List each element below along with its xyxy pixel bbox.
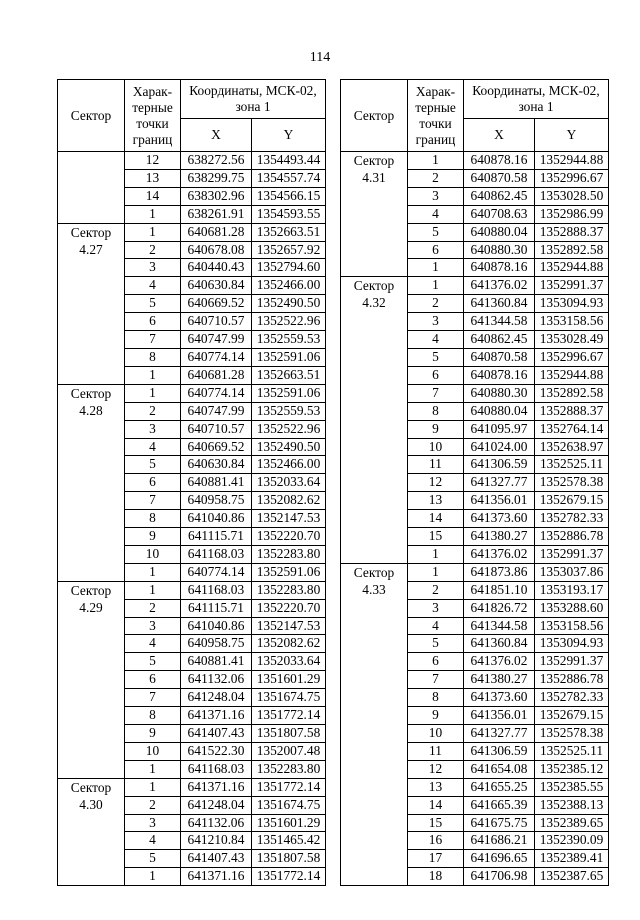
x-coordinate: 640880.30 — [464, 384, 535, 402]
x-coordinate: 640881.41 — [181, 474, 252, 492]
y-coordinate: 1352679.15 — [535, 707, 609, 725]
x-coordinate: 640669.52 — [181, 295, 252, 313]
point-number: 1 — [408, 152, 464, 170]
y-coordinate: 1352389.41 — [535, 850, 609, 868]
header-points: Харак-терные точки границ — [408, 80, 464, 152]
y-coordinate: 1352886.78 — [535, 528, 609, 546]
header-sector: Сектор — [58, 80, 125, 152]
y-coordinate: 1352522.96 — [252, 313, 326, 331]
x-coordinate: 641115.71 — [181, 599, 252, 617]
point-number: 8 — [125, 348, 181, 366]
x-coordinate: 640862.45 — [464, 187, 535, 205]
point-number: 7 — [125, 492, 181, 510]
point-number: 8 — [408, 689, 464, 707]
y-coordinate: 1352991.37 — [535, 653, 609, 671]
y-coordinate: 1352663.51 — [252, 366, 326, 384]
point-number: 15 — [408, 814, 464, 832]
x-coordinate: 641376.02 — [464, 545, 535, 563]
y-coordinate: 1352886.78 — [535, 671, 609, 689]
y-coordinate: 1351807.58 — [252, 850, 326, 868]
x-coordinate: 638299.75 — [181, 169, 252, 187]
point-number: 6 — [408, 653, 464, 671]
y-coordinate: 1352991.37 — [535, 277, 609, 295]
point-number: 4 — [125, 635, 181, 653]
table-row — [58, 778, 326, 796]
x-coordinate: 641356.01 — [464, 492, 535, 510]
header-coordinates: Координаты, МСК-02, зона 1 — [181, 80, 326, 119]
point-number: 3 — [125, 259, 181, 277]
y-coordinate: 1352283.80 — [252, 760, 326, 778]
point-number: 6 — [125, 474, 181, 492]
y-coordinate: 1352283.80 — [252, 545, 326, 563]
point-number: 2 — [408, 295, 464, 313]
x-coordinate: 638302.96 — [181, 187, 252, 205]
y-coordinate: 1351772.14 — [252, 707, 326, 725]
header-sector: Сектор — [341, 80, 408, 152]
x-coordinate: 641706.98 — [464, 868, 535, 886]
x-coordinate: 641665.39 — [464, 796, 535, 814]
y-coordinate: 1351772.14 — [252, 778, 326, 796]
x-coordinate: 640880.04 — [464, 223, 535, 241]
point-number: 1 — [125, 563, 181, 581]
x-coordinate: 640880.04 — [464, 402, 535, 420]
x-coordinate: 641380.27 — [464, 671, 535, 689]
x-coordinate: 640880.30 — [464, 241, 535, 259]
y-coordinate: 1352220.70 — [252, 599, 326, 617]
point-number: 3 — [125, 814, 181, 832]
point-number: 7 — [125, 331, 181, 349]
point-number: 1 — [408, 259, 464, 277]
point-number: 2 — [125, 241, 181, 259]
y-coordinate: 1354557.74 — [252, 169, 326, 187]
point-number: 10 — [125, 545, 181, 563]
point-number: 5 — [125, 850, 181, 868]
y-coordinate: 1353288.60 — [535, 599, 609, 617]
x-coordinate: 641306.59 — [464, 742, 535, 760]
point-number: 10 — [408, 725, 464, 743]
y-coordinate: 1352794.60 — [252, 259, 326, 277]
header-y: Y — [252, 119, 326, 152]
point-number: 1 — [408, 545, 464, 563]
y-coordinate: 1353094.93 — [535, 635, 609, 653]
sector-name: Сектор 4.31 — [341, 152, 408, 277]
x-coordinate: 641306.59 — [464, 456, 535, 474]
point-number: 4 — [125, 277, 181, 295]
x-coordinate: 641873.86 — [464, 563, 535, 581]
point-number: 8 — [408, 402, 464, 420]
point-number: 9 — [408, 420, 464, 438]
y-coordinate: 1352522.96 — [252, 420, 326, 438]
x-coordinate: 640708.63 — [464, 205, 535, 223]
point-number: 2 — [125, 599, 181, 617]
point-number: 5 — [125, 456, 181, 474]
x-coordinate: 641376.02 — [464, 653, 535, 671]
point-number: 5 — [408, 635, 464, 653]
x-coordinate: 641654.08 — [464, 760, 535, 778]
point-number: 4 — [125, 438, 181, 456]
point-number: 1 — [125, 581, 181, 599]
y-coordinate: 1351601.29 — [252, 671, 326, 689]
y-coordinate: 1352888.37 — [535, 402, 609, 420]
y-coordinate: 1352385.12 — [535, 760, 609, 778]
y-coordinate: 1352466.00 — [252, 456, 326, 474]
x-coordinate: 640747.99 — [181, 331, 252, 349]
y-coordinate: 1352657.92 — [252, 241, 326, 259]
x-coordinate: 641851.10 — [464, 581, 535, 599]
y-coordinate: 1352944.88 — [535, 152, 609, 170]
point-number: 2 — [408, 581, 464, 599]
sector-name: Сектор 4.30 — [58, 778, 125, 885]
table-row — [341, 152, 609, 170]
point-number: 3 — [408, 599, 464, 617]
x-coordinate: 641132.06 — [181, 671, 252, 689]
x-coordinate: 641168.03 — [181, 545, 252, 563]
x-coordinate: 641696.65 — [464, 850, 535, 868]
y-coordinate: 1352388.13 — [535, 796, 609, 814]
x-coordinate: 641248.04 — [181, 689, 252, 707]
point-number: 5 — [408, 223, 464, 241]
y-coordinate: 1352033.64 — [252, 653, 326, 671]
y-coordinate: 1352490.50 — [252, 438, 326, 456]
x-coordinate: 641371.16 — [181, 707, 252, 725]
y-coordinate: 1352591.06 — [252, 348, 326, 366]
y-coordinate: 1352892.58 — [535, 384, 609, 402]
x-coordinate: 641344.58 — [464, 313, 535, 331]
y-coordinate: 1353028.49 — [535, 331, 609, 349]
x-coordinate: 641040.86 — [181, 510, 252, 528]
point-number: 11 — [408, 742, 464, 760]
x-coordinate: 641210.84 — [181, 832, 252, 850]
header-x: X — [464, 119, 535, 152]
point-number: 2 — [408, 169, 464, 187]
x-coordinate: 641360.84 — [464, 295, 535, 313]
y-coordinate: 1352525.11 — [535, 742, 609, 760]
y-coordinate: 1352996.67 — [535, 169, 609, 187]
x-coordinate: 641826.72 — [464, 599, 535, 617]
sector-name: Сектор 4.28 — [58, 384, 125, 581]
x-coordinate: 640710.57 — [181, 313, 252, 331]
y-coordinate: 1352782.33 — [535, 510, 609, 528]
point-number: 4 — [408, 331, 464, 349]
x-coordinate: 641248.04 — [181, 796, 252, 814]
x-coordinate: 641376.02 — [464, 277, 535, 295]
x-coordinate: 641344.58 — [464, 617, 535, 635]
point-number: 6 — [408, 241, 464, 259]
point-number: 7 — [408, 384, 464, 402]
y-coordinate: 1352389.65 — [535, 814, 609, 832]
x-coordinate: 640958.75 — [181, 635, 252, 653]
point-number: 2 — [125, 796, 181, 814]
table-row — [58, 152, 326, 170]
sector-name — [58, 152, 125, 224]
y-coordinate: 1353158.56 — [535, 313, 609, 331]
point-number: 18 — [408, 868, 464, 886]
x-coordinate: 641371.16 — [181, 868, 252, 886]
point-number: 13 — [408, 492, 464, 510]
header-y: Y — [535, 119, 609, 152]
y-coordinate: 1353037.86 — [535, 563, 609, 581]
point-number: 5 — [125, 295, 181, 313]
point-number: 9 — [125, 528, 181, 546]
point-number: 1 — [408, 277, 464, 295]
point-number: 12 — [125, 152, 181, 170]
y-coordinate: 1352387.65 — [535, 868, 609, 886]
y-coordinate: 1352525.11 — [535, 456, 609, 474]
point-number: 5 — [408, 348, 464, 366]
point-number: 1 — [125, 868, 181, 886]
y-coordinate: 1353158.56 — [535, 617, 609, 635]
x-coordinate: 641522.30 — [181, 742, 252, 760]
x-coordinate: 640878.16 — [464, 259, 535, 277]
table-body — [341, 152, 609, 886]
point-number: 4 — [125, 832, 181, 850]
sector-name: Сектор 4.33 — [341, 563, 408, 885]
y-coordinate: 1352991.37 — [535, 545, 609, 563]
x-coordinate: 638272.56 — [181, 152, 252, 170]
y-coordinate: 1352591.06 — [252, 384, 326, 402]
y-coordinate: 1352782.33 — [535, 689, 609, 707]
x-coordinate: 641373.60 — [464, 689, 535, 707]
point-number: 6 — [125, 313, 181, 331]
y-coordinate: 1352986.99 — [535, 205, 609, 223]
table-row — [341, 563, 609, 581]
y-coordinate: 1352007.48 — [252, 742, 326, 760]
y-coordinate: 1352764.14 — [535, 420, 609, 438]
x-coordinate: 641371.16 — [181, 778, 252, 796]
point-number: 15 — [408, 528, 464, 546]
x-coordinate: 638261.91 — [181, 205, 252, 223]
header-x: X — [181, 119, 252, 152]
x-coordinate: 641115.71 — [181, 528, 252, 546]
x-coordinate: 640870.58 — [464, 348, 535, 366]
x-coordinate: 641407.43 — [181, 725, 252, 743]
point-number: 4 — [408, 617, 464, 635]
point-number: 6 — [125, 671, 181, 689]
y-coordinate: 1351674.75 — [252, 689, 326, 707]
y-coordinate: 1351465.42 — [252, 832, 326, 850]
y-coordinate: 1354493.44 — [252, 152, 326, 170]
sector-name: Сектор 4.27 — [58, 223, 125, 384]
y-coordinate: 1352578.38 — [535, 725, 609, 743]
y-coordinate: 1351601.29 — [252, 814, 326, 832]
x-coordinate: 641360.84 — [464, 635, 535, 653]
x-coordinate: 641024.00 — [464, 438, 535, 456]
y-coordinate: 1354566.15 — [252, 187, 326, 205]
y-coordinate: 1352147.53 — [252, 510, 326, 528]
x-coordinate: 640878.16 — [464, 366, 535, 384]
x-coordinate: 640440.43 — [181, 259, 252, 277]
x-coordinate: 641168.03 — [181, 581, 252, 599]
x-coordinate: 640681.28 — [181, 366, 252, 384]
point-number: 5 — [125, 653, 181, 671]
point-number: 9 — [408, 707, 464, 725]
x-coordinate: 641095.97 — [464, 420, 535, 438]
y-coordinate: 1352490.50 — [252, 295, 326, 313]
x-coordinate: 640630.84 — [181, 277, 252, 295]
y-coordinate: 1352466.00 — [252, 277, 326, 295]
point-number: 1 — [125, 760, 181, 778]
header-coordinates: Координаты, МСК-02, зона 1 — [464, 80, 609, 119]
point-number: 17 — [408, 850, 464, 868]
table-row — [58, 223, 326, 241]
coordinates-table-left — [57, 79, 326, 886]
x-coordinate: 641356.01 — [464, 707, 535, 725]
point-number: 3 — [408, 187, 464, 205]
table-body — [58, 152, 326, 886]
point-number: 10 — [125, 742, 181, 760]
x-coordinate: 640870.58 — [464, 169, 535, 187]
x-coordinate: 640881.41 — [181, 653, 252, 671]
x-coordinate: 641168.03 — [181, 760, 252, 778]
page-number: 114 — [309, 50, 331, 65]
x-coordinate: 641686.21 — [464, 832, 535, 850]
y-coordinate: 1353028.50 — [535, 187, 609, 205]
y-coordinate: 1353193.17 — [535, 581, 609, 599]
table-row — [58, 384, 326, 402]
y-coordinate: 1352679.15 — [535, 492, 609, 510]
point-number: 11 — [408, 456, 464, 474]
y-coordinate: 1351674.75 — [252, 796, 326, 814]
x-coordinate: 641675.75 — [464, 814, 535, 832]
point-number: 6 — [408, 366, 464, 384]
point-number: 4 — [408, 205, 464, 223]
x-coordinate: 640747.99 — [181, 402, 252, 420]
point-number: 3 — [125, 420, 181, 438]
y-coordinate: 1351807.58 — [252, 725, 326, 743]
x-coordinate: 641380.27 — [464, 528, 535, 546]
point-number: 1 — [125, 384, 181, 402]
sector-name: Сектор 4.32 — [341, 277, 408, 564]
point-number: 1 — [125, 366, 181, 384]
x-coordinate: 641040.86 — [181, 617, 252, 635]
point-number: 1 — [125, 778, 181, 796]
y-coordinate: 1352944.88 — [535, 366, 609, 384]
point-number: 3 — [125, 617, 181, 635]
y-coordinate: 1352082.62 — [252, 492, 326, 510]
point-number: 7 — [125, 689, 181, 707]
point-number: 13 — [125, 169, 181, 187]
point-number: 3 — [408, 313, 464, 331]
x-coordinate: 641327.77 — [464, 725, 535, 743]
y-coordinate: 1352147.53 — [252, 617, 326, 635]
y-coordinate: 1352559.53 — [252, 402, 326, 420]
header-points: Харак-терные точки границ — [125, 80, 181, 152]
coordinates-table-right — [340, 79, 609, 886]
y-coordinate: 1352220.70 — [252, 528, 326, 546]
y-coordinate: 1352559.53 — [252, 331, 326, 349]
x-coordinate: 641132.06 — [181, 814, 252, 832]
table-row — [58, 581, 326, 599]
y-coordinate: 1352385.55 — [535, 778, 609, 796]
y-coordinate: 1352944.88 — [535, 259, 609, 277]
y-coordinate: 1352578.38 — [535, 474, 609, 492]
x-coordinate: 641655.25 — [464, 778, 535, 796]
x-coordinate: 641373.60 — [464, 510, 535, 528]
y-coordinate: 1353094.93 — [535, 295, 609, 313]
y-coordinate: 1352591.06 — [252, 563, 326, 581]
y-coordinate: 1352082.62 — [252, 635, 326, 653]
y-coordinate: 1352638.97 — [535, 438, 609, 456]
x-coordinate: 640862.45 — [464, 331, 535, 349]
point-number: 1 — [125, 205, 181, 223]
x-coordinate: 640774.14 — [181, 348, 252, 366]
point-number: 9 — [125, 725, 181, 743]
y-coordinate: 1352888.37 — [535, 223, 609, 241]
point-number: 14 — [408, 510, 464, 528]
sector-name: Сектор 4.29 — [58, 581, 125, 778]
point-number: 12 — [408, 474, 464, 492]
x-coordinate: 640878.16 — [464, 152, 535, 170]
point-number: 8 — [125, 510, 181, 528]
point-number: 2 — [125, 402, 181, 420]
y-coordinate: 1352663.51 — [252, 223, 326, 241]
point-number: 1 — [125, 223, 181, 241]
y-coordinate: 1351772.14 — [252, 868, 326, 886]
y-coordinate: 1354593.55 — [252, 205, 326, 223]
x-coordinate: 640681.28 — [181, 223, 252, 241]
point-number: 7 — [408, 671, 464, 689]
x-coordinate: 641327.77 — [464, 474, 535, 492]
point-number: 1 — [408, 563, 464, 581]
y-coordinate: 1352892.58 — [535, 241, 609, 259]
y-coordinate: 1352283.80 — [252, 581, 326, 599]
table-row — [341, 277, 609, 295]
x-coordinate: 641407.43 — [181, 850, 252, 868]
point-number: 13 — [408, 778, 464, 796]
point-number: 14 — [125, 187, 181, 205]
point-number: 14 — [408, 796, 464, 814]
point-number: 16 — [408, 832, 464, 850]
point-number: 10 — [408, 438, 464, 456]
y-coordinate: 1352996.67 — [535, 348, 609, 366]
x-coordinate: 640774.14 — [181, 384, 252, 402]
x-coordinate: 640958.75 — [181, 492, 252, 510]
x-coordinate: 640710.57 — [181, 420, 252, 438]
x-coordinate: 640774.14 — [181, 563, 252, 581]
x-coordinate: 640669.52 — [181, 438, 252, 456]
point-number: 8 — [125, 707, 181, 725]
y-coordinate: 1352033.64 — [252, 474, 326, 492]
y-coordinate: 1352390.09 — [535, 832, 609, 850]
point-number: 12 — [408, 760, 464, 778]
x-coordinate: 640678.08 — [181, 241, 252, 259]
x-coordinate: 640630.84 — [181, 456, 252, 474]
